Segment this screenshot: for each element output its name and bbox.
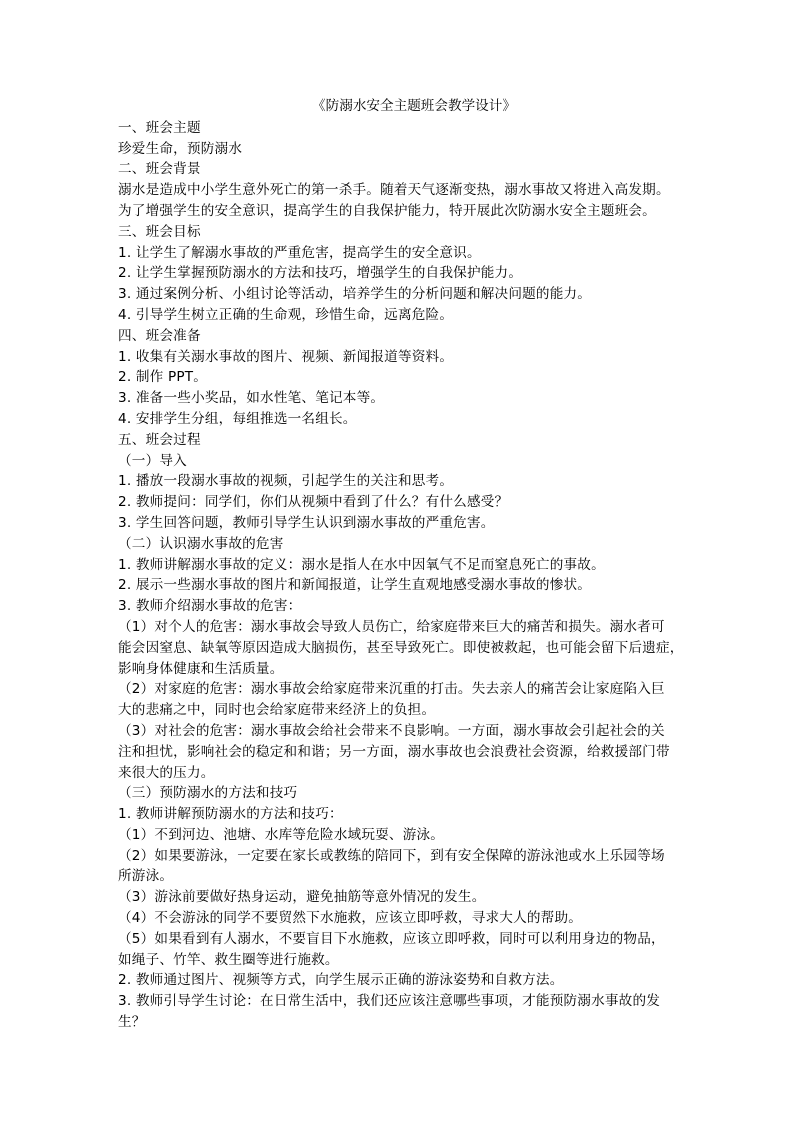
paragraph-line: 影响身体健康和生活质量。 — [118, 660, 284, 677]
paragraph-line: 珍爱生命，预防溺水 — [118, 140, 243, 157]
paragraph-line: 所游泳。 — [118, 868, 174, 885]
list-item: 1. 教师讲解溺水事故的定义：溺水是指人在水中因氧气不足而窒息死亡的事故。 — [118, 556, 605, 573]
list-item: 2. 让学生掌握预防溺水的方法和技巧，增强学生的自我保护能力。 — [118, 265, 523, 282]
section-heading: 二、班会背景 — [118, 161, 201, 178]
subsection-heading: （一）导入 — [118, 452, 187, 469]
document-lines — [118, 118, 686, 1033]
list-item: 2. 教师通过图片、视频等方式，向学生展示正确的游泳姿势和自救方法。 — [118, 972, 564, 989]
list-item: 3. 准备一些小奖品，如水性笔、笔记本等。 — [118, 390, 385, 407]
paragraph-line: 为了增强学生的安全意识，提高学生的自我保护能力，特开展此次防溺水安全主题班会。 — [118, 202, 656, 219]
paragraph-line: （2）如果要游泳，一定要在家长或教练的陪同下，到有安全保障的游泳池或水上乐园等场 — [118, 847, 665, 864]
list-item: 3. 教师介绍溺水事故的危害： — [118, 598, 302, 615]
document-body — [118, 96, 686, 1033]
paragraph-line: 能会因窒息、缺氧等原因造成大脑损伤，甚至导致死亡。即使被救起，也可能会留下后遗症， — [118, 639, 684, 656]
list-item: 2. 教师提问：同学们，你们从视频中看到了什么？有什么感受？ — [118, 494, 509, 511]
paragraph-line: （2）对家庭的危害：溺水事故会给家庭带来沉重的打击。失去亲人的痛苦会让家庭陷入巨 — [118, 681, 665, 698]
list-item: 2. 制作 PPT。 — [118, 369, 208, 386]
list-item: 2. 展示一些溺水事故的图片和新闻报道，让学生直观地感受溺水事故的惨状。 — [118, 577, 592, 594]
list-item: 1. 教师讲解预防溺水的方法和技巧： — [118, 806, 343, 823]
section-heading: 一、班会主题 — [118, 119, 201, 136]
list-item: 1. 播放一段溺水事故的视频，引起学生的关注和思考。 — [118, 473, 454, 490]
document-title: 《防溺水安全主题班会教学设计》 — [312, 98, 516, 114]
paragraph-line: 溺水是造成中小学生意外死亡的第一杀手。随着天气逐渐变热，溺水事故又将进入高发期。 — [118, 182, 670, 199]
paragraph-line: 如绳子、竹竿、救生圈等进行施救。 — [118, 951, 339, 968]
paragraph-line: （3）对社会的危害：溺水事故会给社会带来不良影响。一方面，溺水事故会引起社会的关 — [118, 722, 665, 739]
section-heading: 五、班会过程 — [118, 431, 201, 448]
subsection-heading: （二）认识溺水事故的危害 — [118, 535, 284, 552]
list-item: 3. 教师引导学生讨论：在日常生活中，我们还应该注意哪些事项，才能预防溺水事故的发生？ — [118, 993, 661, 1031]
paragraph-line: （5）如果看到有人溺水，不要盲目下水施救，应该立即呼救，同时可以利用身边的物品， — [118, 930, 665, 947]
list-item: 3. 学生回答问题，教师引导学生认识到溺水事故的严重危害。 — [118, 514, 495, 531]
paragraph-line: （1）不到河边、池塘、水库等危险水域玩耍、游泳。 — [118, 826, 445, 843]
paragraph-line: 大的悲痛之中，同时也会给家庭带来经济上的负担。 — [118, 702, 436, 719]
list-item: 4. 引导学生树立正确的生命观，珍惜生命，远离危险。 — [118, 306, 454, 323]
section-heading: 三、班会目标 — [118, 223, 201, 240]
paragraph-line: （4）不会游泳的同学不要贸然下水施救，应该立即呼救，寻求大人的帮助。 — [118, 910, 583, 927]
list-item: 4. 安排学生分组，每组推选一名组长。 — [118, 410, 357, 427]
paragraph-line: 来很大的压力。 — [118, 764, 215, 781]
section-heading: 四、班会准备 — [118, 327, 201, 344]
list-item: 1. 让学生了解溺水事故的严重危害，提高学生的安全意识。 — [118, 244, 481, 261]
list-item: 3. 通过案例分析、小组讨论等活动，培养学生的分析问题和解决问题的能力。 — [118, 286, 592, 303]
paragraph-line: （3）游泳前要做好热身运动，避免抽筋等意外情况的发生。 — [118, 889, 486, 906]
paragraph-line: （1）对个人的危害：溺水事故会导致人员伤亡，给家庭带来巨大的痛苦和损失。溺水者可 — [118, 618, 665, 635]
list-item: 1. 收集有关溺水事故的图片、视频、新闻报道等资料。 — [118, 348, 454, 365]
paragraph-line: 注和担忧，影响社会的稳定和和谐；另一方面，溺水事故也会浪费社会资源，给救援部门带 — [118, 743, 670, 760]
subsection-heading: （三）预防溺水的方法和技巧 — [118, 785, 298, 802]
